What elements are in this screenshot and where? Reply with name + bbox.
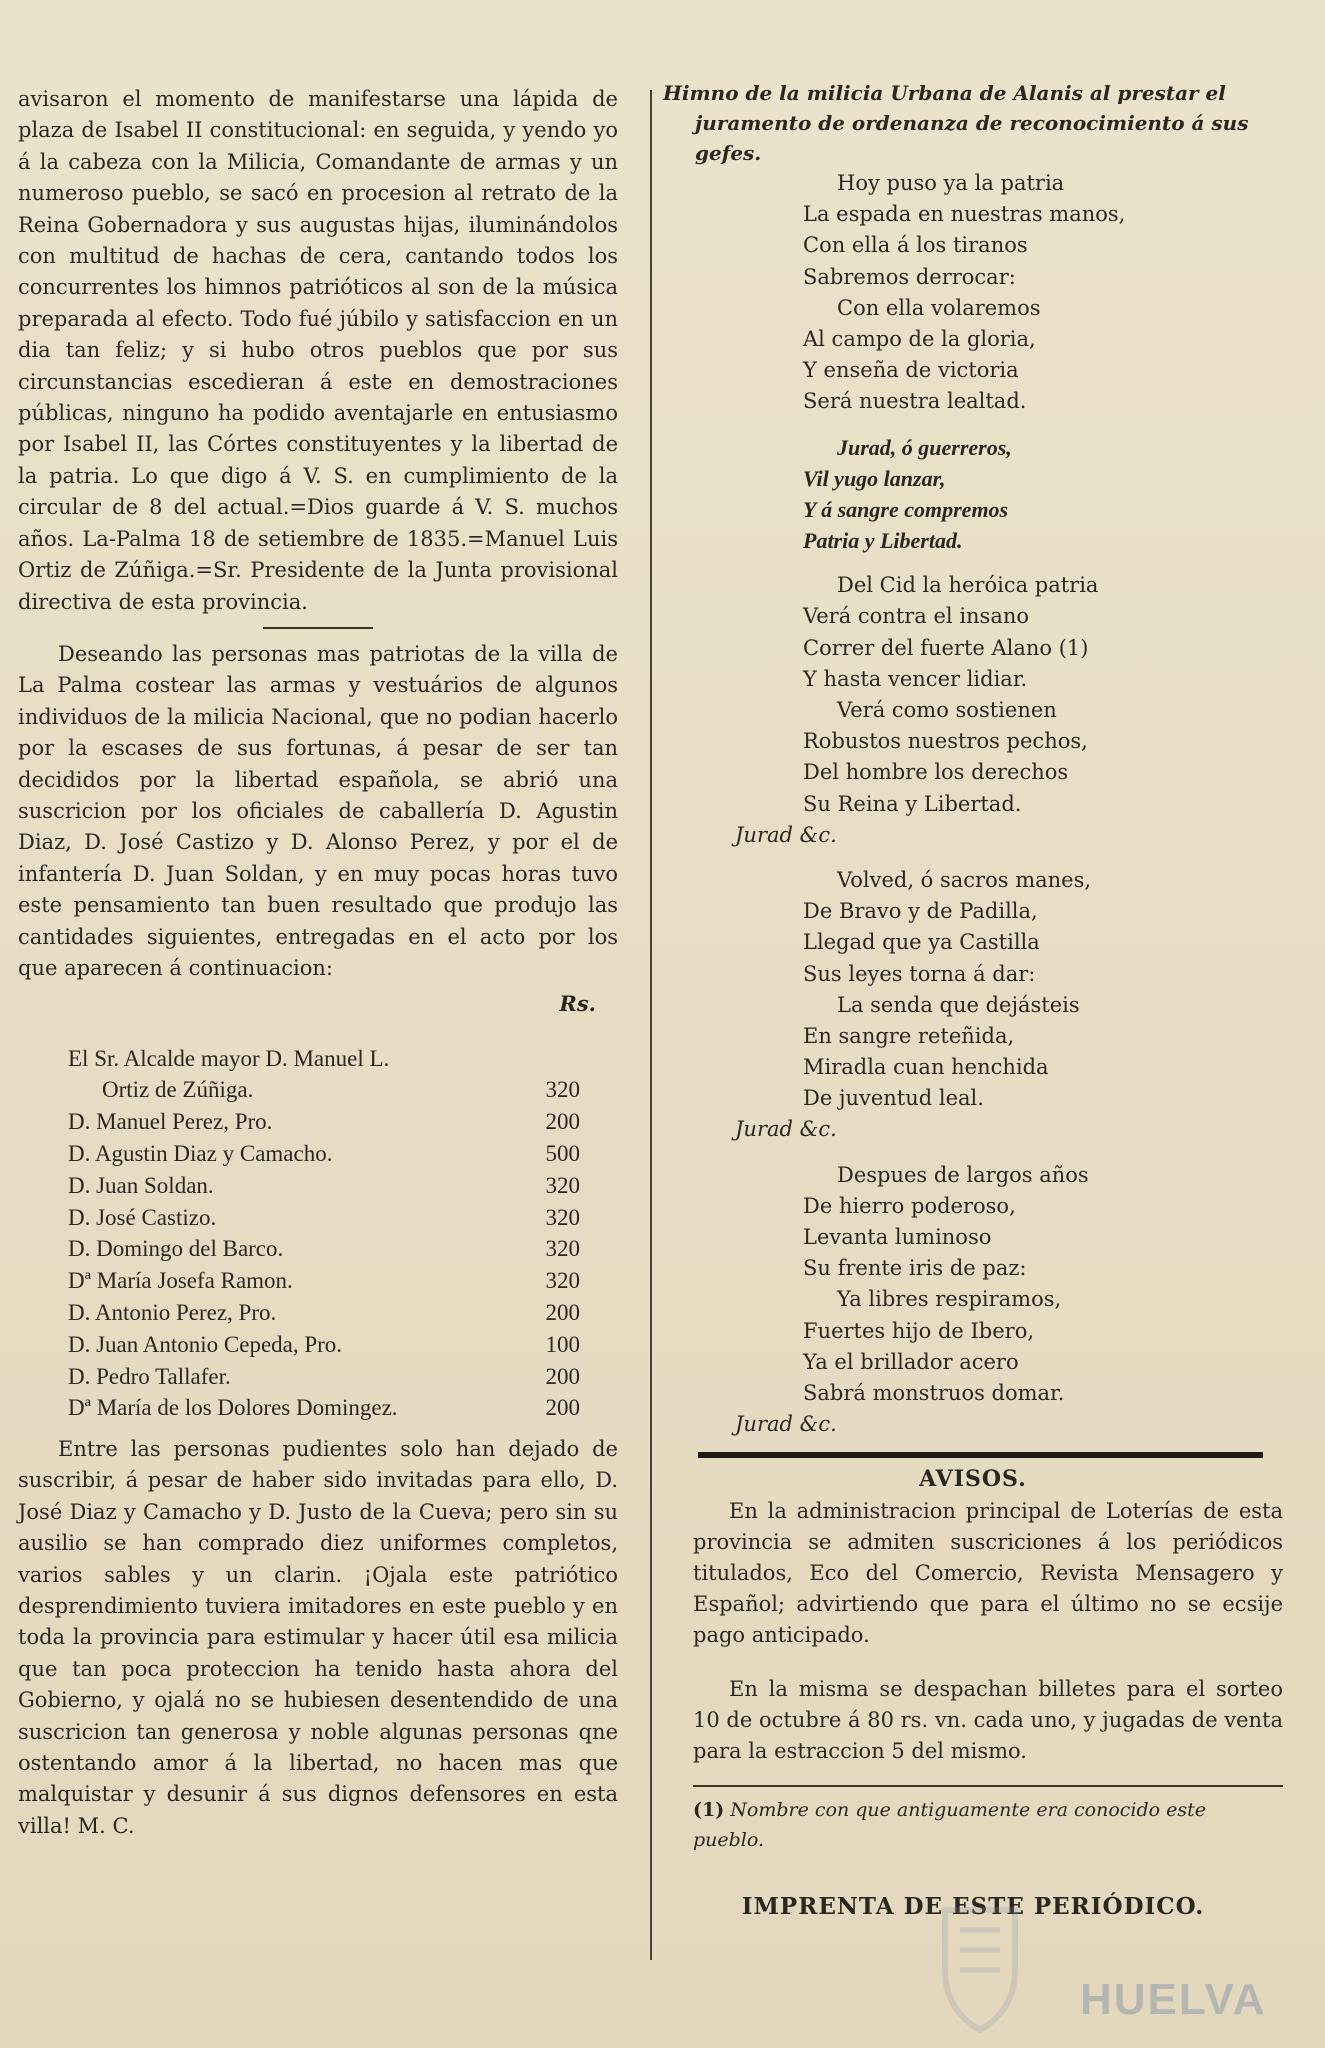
notice-tickets: En la misma se despachan billetes para el sorteo 10 de octubre á 80 rs. vn. cada uno, y jugadas de venta para la estraccion 5 del mismo. [693, 1676, 1283, 1763]
subscriber-amount: 200 [545, 1299, 580, 1325]
verse-line: Será nuestra lealtad. [803, 389, 1027, 414]
subscriber-name: D. Manuel Perez, Pro. [68, 1109, 273, 1135]
verse-line: Su Reina y Libertad. [803, 791, 1022, 816]
chorus-reference: Jurad &c. [735, 1117, 837, 1142]
notice-lotteries: En la administracion principal de Loterías de esta provincia se admiten suscriciones á los periódicos titulados, Eco del Comercio, Revista Mensagero y Español; advirtiendo que para el último no se ecsije pago anticipado. [693, 1498, 1283, 1648]
verse-line: Del hombre los derechos [803, 760, 1069, 785]
subscriber-row [18, 1265, 618, 1297]
subscriber-name: D. Juan Antonio Cepeda, Pro. [68, 1331, 343, 1357]
subscriber-name: D. Domingo del Barco. [68, 1236, 284, 1262]
subscriber-name: D. Antonio Perez, Pro. [68, 1299, 277, 1325]
footnote-text: Nombre con que antiguamente era conocido este pueblo. [693, 1799, 1207, 1852]
verse-line: Y enseña de victoria [803, 358, 1019, 383]
chorus-reference: Jurad &c. [735, 822, 837, 847]
subscriber-list [18, 1042, 618, 1424]
paragraph-alcalde-letter: avisaron el momento de manifestarse una lápida de plaza de Isabel II constitucional: en seguida, y yendo yo á la cabeza con la Milicia, Comandante de armas y un numeroso pueblo, se sacó en procesion al retrato de la Reina Gobernadora y sus augustas hijas, iluminándolos con multitud de hachas de cera, cantando todos los concurrentes los himnos patrióticos al son de la música preparada al efecto. Todo fué júbilo y satisfaccion en un dia tan feliz; y si hubo otros pueblos que por sus circunstancias escedieran á este en demostraciones públicas, ninguno ha podido aventajarle en entusiasmo por Isabel II, las Córtes constituyentes y la libertad de la patria. Lo que digo á V. S. en cumplimiento de la circular de 8 del actual.=Dios guarde á V. S. muchos años. La-Palma 18 de setiembre de 1835.=Manuel Luis Ortiz de Zúñiga.=Sr. Presidente de la Junta provisional directiva de esta provincia. [18, 87, 618, 614]
subscriber-name: Ortiz de Zúñiga. [102, 1077, 254, 1103]
verse-line: Ya libres respiramos, [837, 1287, 1062, 1312]
verse-line: Con ella á los tiranos [803, 233, 1028, 258]
subscriber-amount: 200 [545, 1395, 580, 1421]
verse-line: De Bravo y de Padilla, [803, 899, 1038, 924]
verse-line: Sus leyes torna á dar: [803, 961, 1036, 986]
verse-line: De hierro poderoso, [803, 1193, 1016, 1218]
verse-line: De juventud leal. [803, 1086, 984, 1111]
printer-imprint: IMPRENTA DE ESTE PERIÓDICO. [741, 1893, 1205, 1921]
subscriber-amount: 320 [545, 1077, 580, 1103]
stanza-2 [663, 570, 1283, 820]
footnote-number: (1) [693, 1799, 725, 1822]
subscriber-row [18, 1042, 618, 1074]
verse-line: Robustos nuestros pechos, [803, 729, 1088, 754]
verse-line: Del Cid la heróica patria [837, 573, 1099, 598]
hymn-title-line-2: juramento de ordenanza de reconocimiento á sus gefes. [695, 111, 1249, 165]
watermark-text: HUELVA [1080, 1975, 1267, 2024]
column-divider [650, 90, 652, 1960]
subscriber-row [18, 1329, 618, 1361]
left-column [18, 84, 618, 1842]
verse-line: Verá contra el insano [803, 604, 1030, 629]
amount-column-header: Rs. [559, 991, 596, 1017]
verse-line: Miradla cuan henchida [803, 1055, 1049, 1080]
verse-line: Llegad que ya Castilla [803, 930, 1040, 955]
subscriber-name: El Sr. Alcalde mayor D. Manuel L. [68, 1045, 390, 1071]
subscriber-amount: 200 [545, 1363, 580, 1389]
footnote [663, 1795, 1283, 1855]
subscriber-row [18, 1360, 618, 1392]
verse-line: Ya el brillador acero [803, 1349, 1019, 1374]
hymn-title-line-1: Himno de la milicia Urbana de Alanis al prestar el [663, 81, 1226, 105]
subscriber-name: D. Agustin Diaz y Camacho. [68, 1140, 333, 1166]
verse-line: Al campo de la gloria, [803, 326, 1036, 351]
subscriber-amount: 100 [545, 1331, 580, 1357]
section-divider [263, 627, 373, 629]
subscriber-row [18, 1170, 618, 1202]
subscriber-row [18, 1074, 618, 1106]
verse-line: La espada en nuestras manos, [803, 202, 1126, 227]
hymn-title [663, 78, 1283, 168]
subscriber-row [18, 1392, 618, 1424]
subscriber-name: D. Pedro Tallafer. [68, 1363, 231, 1389]
subscriber-name: D. Juan Soldan. [68, 1172, 214, 1198]
paragraph-subscription: Deseando las personas mas patriotas de la villa de La Palma costear las armas y vestuários de algunos individuos de la milicia Nacional, que no podian hacerlo por la escases de sus fortunas, á pesar de ser tan decididos por la libertad española, se abrió una suscricion por los oficiales de caballería D. Agustin Diaz, D. José Castizo y D. Alonso Perez, y por el de infantería D. Juan Soldan, y en muy pocas horas tuvo este pensamiento tan buen resultado que produjo las cantidades siguientes, entregadas en el acto por los que aparecen á continuacion: [18, 641, 618, 980]
verse-line: Despues de largos años [837, 1162, 1089, 1187]
subscriber-amount: 320 [545, 1268, 580, 1294]
subscriber-row [18, 1201, 618, 1233]
verse-line: Correr del fuerte Alano (1) [803, 635, 1089, 660]
verse-line: La senda que dejásteis [837, 992, 1080, 1017]
verse-line: Con ella volaremos [837, 295, 1041, 320]
paragraph-commentary: Entre las personas pudientes solo han dejado de suscribir, á pesar de haber sido invitadas para ello, D. José Diaz y Camacho y D. Justo de la Cueva; pero sin su ausilio se han comprado diez uniformes completos, varios sables y un clarin. ¡Ojala este patriótico desprendimiento tuviera imitadores en este pueblo y en toda la provincia para estimular y hacer útil esa milicia que tan poca proteccion ha tenido hasta ahora del Gobierno, y ojalá no se hubiesen desentendido de una suscricion tan generosa y noble algunas personas qne ostentando amor á la libertad, no hacen mas que malquistar y desunir á sus dignos defensores en esta villa! M. C. [18, 1436, 618, 1838]
verse-line: Su frente iris de paz: [803, 1256, 1027, 1281]
verse-line: Y hasta vencer lidiar. [803, 666, 1028, 691]
verse-line: Y á sangre compremos [803, 496, 1009, 522]
stanza-1 [663, 168, 1283, 418]
subscriber-row [18, 1297, 618, 1329]
verse-line: En sangre reteñida, [803, 1023, 1015, 1048]
verse-line: Sabrá monstruos domar. [803, 1380, 1065, 1405]
footnote-divider [693, 1785, 1283, 1787]
stanza-3 [663, 865, 1283, 1115]
subscriber-row [18, 1233, 618, 1265]
subscriber-row [18, 1138, 618, 1170]
subscriber-name: Dª María Josefa Ramon. [68, 1268, 293, 1294]
notices-section [663, 1464, 1283, 1767]
stanza-4 [663, 1160, 1283, 1410]
right-column [663, 78, 1283, 1922]
subscriber-row [18, 1106, 618, 1138]
verse-line: Volved, ó sacros manes, [837, 867, 1092, 892]
verse-line: Hoy puso ya la patria [837, 171, 1065, 195]
verse-line: Vil yugo lanzar, [803, 465, 946, 491]
verse-line: Sabremos derrocar: [803, 264, 1016, 289]
subscriber-amount: 200 [545, 1109, 580, 1135]
chorus-reference: Jurad &c. [735, 1412, 837, 1437]
chorus [663, 432, 1283, 557]
heavy-divider [698, 1452, 1263, 1458]
verse-line: Levanta luminoso [803, 1225, 992, 1250]
subscriber-amount: 500 [545, 1140, 580, 1166]
subscriber-amount: 320 [545, 1172, 580, 1198]
subscriber-name: D. José Castizo. [68, 1204, 217, 1230]
subscriber-name: Dª María de los Dolores Domingez. [68, 1395, 398, 1421]
verse-line: Jurad, ó guerreros, [837, 434, 1012, 460]
verse-line: Fuertes hijo de Ibero, [803, 1318, 1035, 1343]
subscriber-amount: 320 [545, 1236, 580, 1262]
notices-title: AVISOS. [919, 1466, 1027, 1493]
subscriber-amount: 320 [545, 1204, 580, 1230]
verse-line: Verá como sostienen [837, 698, 1057, 722]
verse-line: Patria y Libertad. [803, 528, 963, 554]
